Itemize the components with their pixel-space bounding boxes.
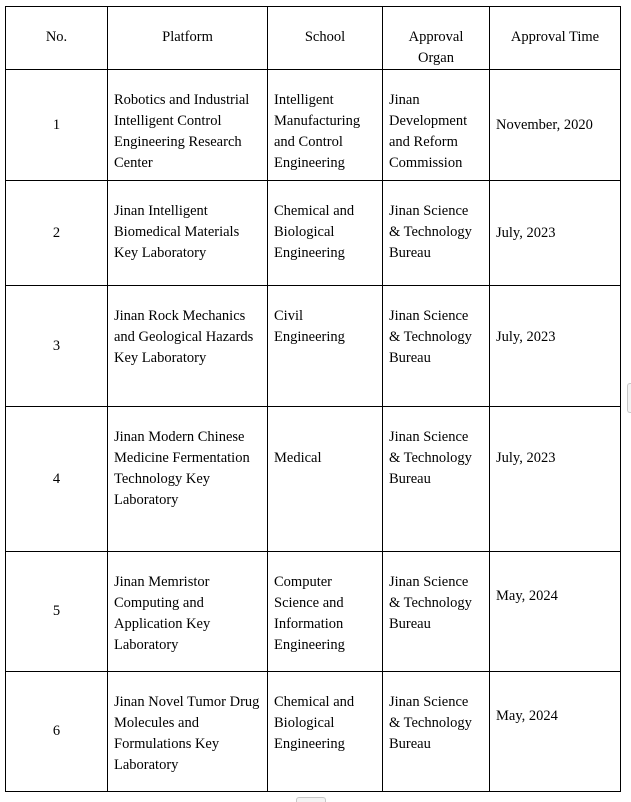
cell-approval-time: May, 2024 [490, 552, 621, 672]
cell-no: 2 [6, 181, 108, 286]
cell-platform: Jinan Intelligent Biomedical Materials Key Laboratory [108, 181, 268, 286]
cell-no: 5 [6, 552, 108, 672]
cell-school: Civil Engineering [268, 286, 383, 407]
cell-approval-organ: Jinan Science & Technology Bureau [383, 181, 490, 286]
cell-platform: Jinan Rock Mechanics and Geological Hazards Key Laboratory [108, 286, 268, 407]
cell-no: 4 [6, 407, 108, 552]
cell-no: 1 [6, 70, 108, 181]
table-row [6, 181, 621, 286]
cell-school: Chemical and Biological Engineering [268, 181, 383, 286]
header-row [6, 7, 621, 70]
cell-approval-organ: Jinan Science & Technology Bureau [383, 552, 490, 672]
cell-school: Computer Science and Information Engineering [268, 552, 383, 672]
cell-no: 6 [6, 672, 108, 792]
cell-school: Intelligent Manufacturing and Control Engineering [268, 70, 383, 181]
table-row [6, 552, 621, 672]
cell-platform: Jinan Novel Tumor Drug Molecules and Formulations Key Laboratory [108, 672, 268, 792]
header-approval-organ: Approval Organ [383, 7, 490, 70]
cell-platform: Robotics and Industrial Intelligent Control Engineering Research Center [108, 70, 268, 181]
cell-platform: Jinan Modern Chinese Medicine Fermentation Technology Key Laboratory [108, 407, 268, 552]
cell-approval-time: July, 2023 [490, 407, 621, 552]
side-scroll-handle[interactable] [627, 383, 631, 413]
cell-approval-time: May, 2024 [490, 672, 621, 792]
table-header [6, 7, 621, 70]
table-row [6, 672, 621, 792]
cell-approval-organ: Jinan Science & Technology Bureau [383, 672, 490, 792]
cell-approval-organ: Jinan Science & Technology Bureau [383, 407, 490, 552]
table-row [6, 70, 621, 181]
cell-approval-organ: Jinan Science & Technology Bureau [383, 286, 490, 407]
header-approval-time: Approval Time [490, 7, 621, 70]
cell-school: Medical [268, 407, 383, 552]
cell-approval-time: November, 2020 [490, 70, 621, 181]
table-row [6, 407, 621, 552]
cell-approval-time: July, 2023 [490, 181, 621, 286]
cell-school: Chemical and Biological Engineering [268, 672, 383, 792]
cell-approval-organ: Jinan Development and Reform Commission [383, 70, 490, 181]
header-no: No. [6, 7, 108, 70]
platforms-table [5, 6, 621, 792]
header-platform: Platform [108, 7, 268, 70]
bottom-resize-handle[interactable] [296, 797, 326, 802]
header-school: School [268, 7, 383, 70]
table-row [6, 286, 621, 407]
table-body [6, 70, 621, 792]
cell-approval-time: July, 2023 [490, 286, 621, 407]
cell-platform: Jinan Memristor Computing and Application Key Laboratory [108, 552, 268, 672]
cell-no: 3 [6, 286, 108, 407]
